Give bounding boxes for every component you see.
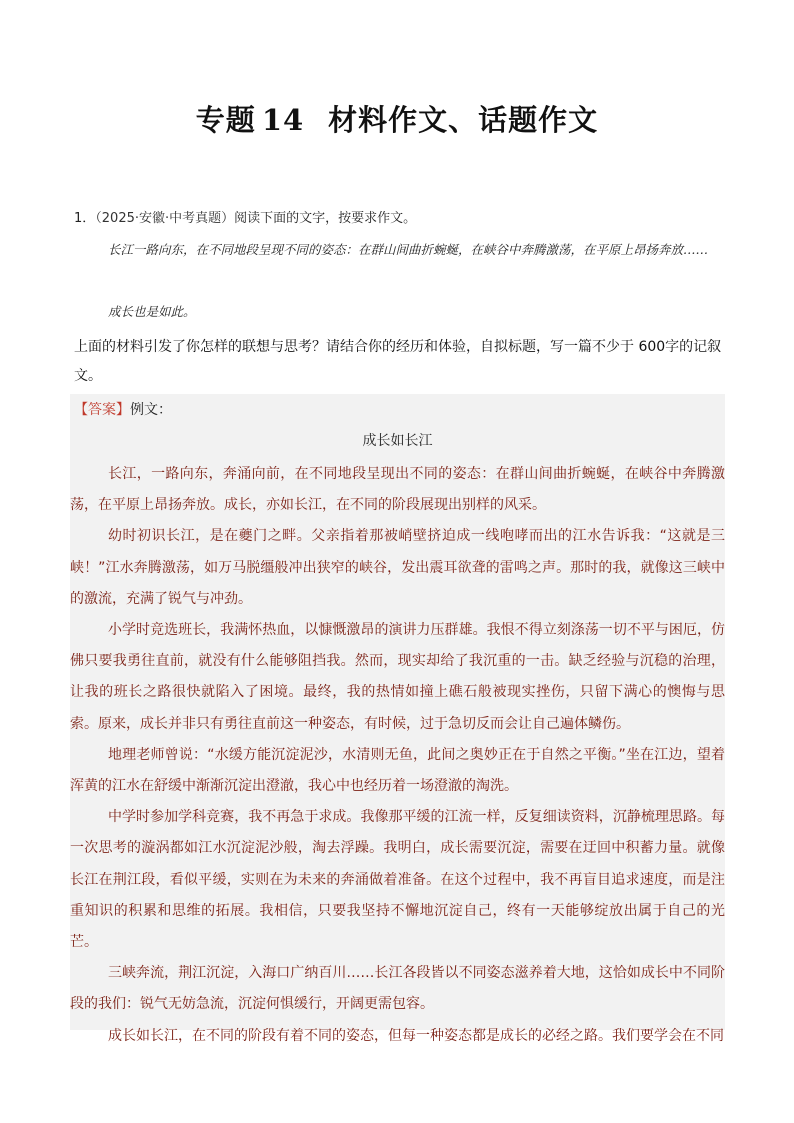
essay-paragraph: 小学时竞选班长，我满怀热血，以慷慨激昂的演讲力压群雄。我恨不得立刻涤荡一切不平与困厄，仿佛只要我勇往直前，就没有什么能够阻挡我。然而，现实却给了我沉重的一击。缺乏经验与沉稳的治理，让我的班长之路很快就陷入了困境。最终，我的热情如撞上礁石般被现实挫伤，只留下满心的懊悔与思索。原来，成长并非只有勇往直前这一种姿态，有时候，过于急切反而会让自己遍体鳞伤。 xyxy=(70,622,725,732)
essay-body xyxy=(70,459,725,1052)
material-paragraph-2: 成长也是如此。 xyxy=(108,304,196,319)
material-paragraph-1: 长江一路向东，在不同地段呈现不同的姿态：在群山间曲折蜿蜒，在峡谷中奔腾激荡，在平原上昂扬奔放…… xyxy=(108,242,709,257)
title-number: 14 xyxy=(261,103,305,137)
essay-paragraph: 幼时初识长江，是在夔门之畔。父亲指着那被峭壁挤迫成一线咆哮而出的江水告诉我：“这就是三峡！”江水奔腾激荡，如万马脱缰般冲出狭窄的峡谷，发出震耳欲聋的雷鸣之声。那时的我，就像这三峡中的激流，充满了锐气与冲劲。 xyxy=(70,528,725,607)
question-instruction: 阅读下面的文字，按要求作文。 xyxy=(234,211,417,226)
essay-paragraph: 成长如长江，在不同的阶段有着不同的姿态，但每一种姿态都是成长的必经之路。我们要学会在不同 xyxy=(108,1027,724,1044)
writing-prompt: 上面的材料引发了你怎样的联想与思考？请结合你的经历和体验，自拟标题，写一篇不少于 600字的记叙文。 xyxy=(74,339,722,384)
answer-bracket-close: 】 xyxy=(116,402,130,418)
essay-title: 成长如长江 xyxy=(362,433,433,449)
essay-paragraph: 长江，一路向东，奔涌向前，在不同地段呈现出不同的姿态：在群山间曲折蜿蜒，在峡谷中奔腾激荡，在平原上昂扬奔放。成长，亦如长江，在不同的阶段展现出别样的风采。 xyxy=(70,466,725,514)
question-header xyxy=(74,207,416,226)
question-index: 1． xyxy=(74,211,96,226)
essay-paragraph: 三峡奔流，荆江沉淀，入海口广纳百川……长江各段皆以不同姿态滋养着大地，这恰如成长中不同阶段的我们：锐气无妨急流，沉淀何惧缓行，开阔更需包容。 xyxy=(70,965,725,1013)
answer-bracket-open: 【 xyxy=(74,402,88,418)
question-source: （2025·安徽·中考真题） xyxy=(95,211,235,226)
answer-tag: 答案 xyxy=(88,402,116,418)
title-subject: 材料作文、话题作文 xyxy=(328,103,599,137)
page-title xyxy=(0,98,794,139)
essay-paragraph: 地理老师曾说：“水缓方能沉淀泥沙，水清则无鱼，此间之奥妙正在于自然之平衡。”坐在江边，望着浑黄的江水在舒缓中渐渐沉淀出澄澈，我心中也经历着一场澄澈的淘洗。 xyxy=(70,746,725,795)
title-main: 专题 xyxy=(195,103,256,137)
answer-example-label: 例文： xyxy=(130,402,172,418)
answer-label xyxy=(74,399,172,421)
essay-paragraph: 中学时参加学科竞赛，我不再急于求成。我像那平缓的江流一样，反复细读资料，沉静梳理思路。每一次思考的漩涡都如江水沉淀泥沙般，淘去浮躁。我明白，成长需要沉淀，需要在迂回中积蓄力量。就像长江在荆江段，看似平缓，实则在为未来的奔涌做着准备。在这个过程中，我不再盲目追求速度，而是注重知识的积累和思维的拓展。我相信，只要我坚持不懈地沉淀自己，终有一天能够绽放出属于自己的光芒。 xyxy=(70,809,725,951)
